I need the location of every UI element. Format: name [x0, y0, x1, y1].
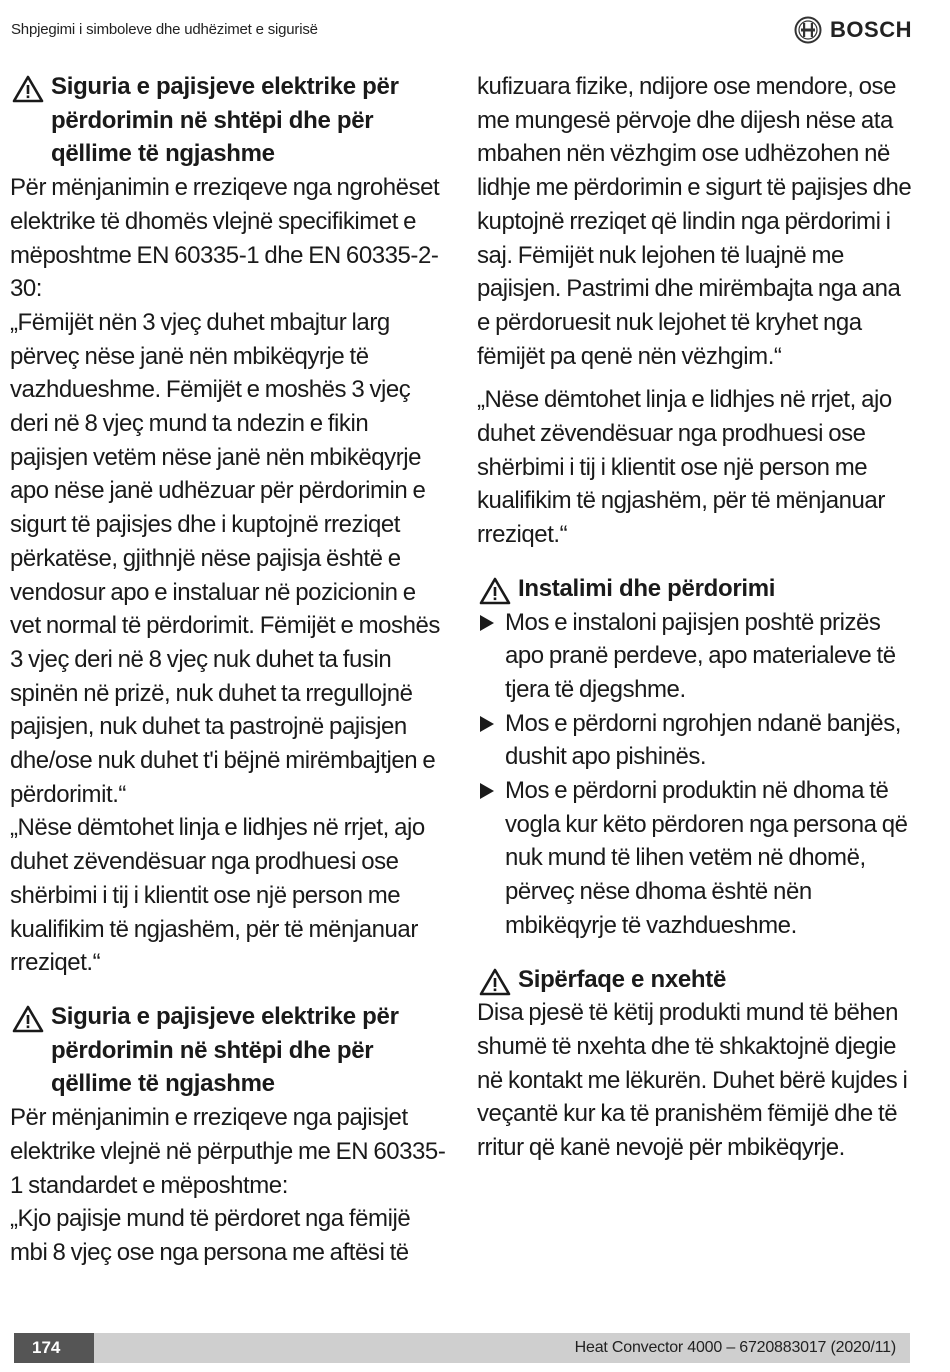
- paragraph: „Nëse dëmtohet linja e lidhjes në rrjet, ajo duhet zëvendësuar nga prodhuesi ose shërbimi i tij i klientit ose një person me kualifikim të ngjashëm, për të mënjanuar rreziqet.“: [477, 386, 892, 549]
- right-column: [477, 70, 917, 1165]
- paragraph: Për mënjanimin e rreziqeve nga pajisjet elektrike vlejnë në përputhje me EN 60335-1 standardet e mëposhtme:: [10, 1104, 446, 1199]
- page-header: [0, 0, 950, 60]
- page-footer: [14, 1333, 910, 1363]
- left-column: [10, 70, 450, 1270]
- section-heading: [477, 963, 917, 997]
- paragraph: Për mënjanimin e rreziqeve nga ngrohëset elektrike të dhomës vlejnë specifikimet e mëposhtme EN 60335-1 dhe EN 60335-2-30:: [10, 174, 440, 303]
- list-item: [477, 707, 917, 774]
- paragraph: „Fëmijët nën 3 vjeç duhet mbajtur larg përveç nëse janë nën mbikëqyrje të vazhdueshme. Fëmijët e moshës 3 vjeç deri në 8 vjeç mund ta ndezin e fikin pajisjen vetëm nëse janë nën mbikëqyrje apo nëse janë udhëzuar për përdorimin e sigurt të pajisjes dhe i kuptojnë rreziqet përkatëse, gjithnjë nëse pajisja është e vendosur apo e instaluar në pozicionin e vet normal të përdorimit. Fëmijët e moshës 3 vjeç deri në 8 vjeç nuk duhet ta fusin spinën në prizë, nuk duhet ta rregullojnë pajisjen, nuk duhet ta pastrojnë pajisjen dhe/ose nuk duhet t'i bëjnë mirëmbajtjen e përdorimit.“: [10, 308, 440, 808]
- section-heading-text: Siguria e pajisjeve elektrike për përdorimin në shtëpi dhe për qëllime të ngjashme: [51, 73, 399, 168]
- paragraph: Disa pjesë të këtij produkti mund të bëhen shumë të nxehta dhe të shkaktojnë djegie në kontakt me lëkurën. Duhet bërë kujdes i veçantë kur ka të pranishëm fëmijë dhe të rritur që kanë nevojë për mbikëqyrje.: [477, 999, 908, 1162]
- bullet-list: [477, 606, 917, 943]
- section-heading-text: Instalimi dhe përdorimi: [518, 574, 776, 602]
- warning-triangle-icon: [479, 968, 511, 996]
- warning-triangle-icon: [12, 1005, 44, 1033]
- list-item-text: Mos e përdorni ngrohjen ndanë banjës, dushit apo pishinës.: [505, 709, 901, 771]
- bosch-logo-icon: [794, 16, 822, 44]
- section-heading: [477, 572, 917, 606]
- warning-triangle-icon: [12, 75, 44, 103]
- paragraph: „Kjo pajisje mund të përdoret nga fëmijë mbi 8 vjeç ose nga persona me aftësi të: [10, 1205, 411, 1266]
- brand: [794, 16, 912, 44]
- bullet-triangle-icon: [480, 716, 494, 732]
- section-heading: [10, 1000, 450, 1101]
- bullet-triangle-icon: [480, 783, 494, 799]
- brand-name: BOSCH: [830, 17, 912, 42]
- list-item: [477, 606, 917, 707]
- page-number: 174: [14, 1333, 94, 1363]
- document-reference: Heat Convector 4000 – 6720883017 (2020/11): [574, 1339, 896, 1356]
- warning-triangle-icon: [479, 577, 511, 605]
- section-heading-text: Sipërfaqe e nxehtë: [518, 965, 727, 993]
- section-heading-text: Siguria e pajisjeve elektrike për përdorimin në shtëpi dhe për qëllime të ngjashme: [51, 1002, 399, 1098]
- paragraph: „Nëse dëmtohet linja e lidhjes në rrjet, ajo duhet zëvendësuar nga prodhuesi ose shërbimi i tij i klientit ose një person me kualifikim të ngjashëm, për të mënjanuar rreziqet.“: [10, 814, 425, 977]
- list-item-text: Mos e instaloni pajisjen poshtë prizës apo pranë perdeve, apo materialeve të tjera të djegshme.: [505, 608, 896, 703]
- header-title: Shpjegimi i simboleve dhe udhëzimet e sigurisë: [11, 21, 318, 38]
- section-heading: [10, 70, 450, 171]
- paragraph: kufizuara fizike, ndijore ose mendore, ose me mungesë përvoje dhe dijesh nëse ata mbahen nën vëzhgim ose udhëzohen në lidhje me përdorimin e sigurt të pajisjes dhe kuptojnë rreziqet që lindin nga përdorimi i saj. Fëmijët nuk lejohen të luajnë me pajisjen. Pastrimi dhe mirëmbajta nga ana e përdoruesit nuk lejohet të kryhet nga fëmijët pa qenë nën vëzhgim.“: [477, 73, 912, 370]
- list-item: [477, 774, 917, 943]
- bullet-triangle-icon: [480, 615, 494, 631]
- list-item-text: Mos e përdorni produktin në dhoma të vogla kur këto përdoren nga persona që nuk mund të lihen vetëm në dhomë, përveç nëse dhoma është nën mbikëqyrje të vazhdueshme.: [505, 777, 908, 939]
